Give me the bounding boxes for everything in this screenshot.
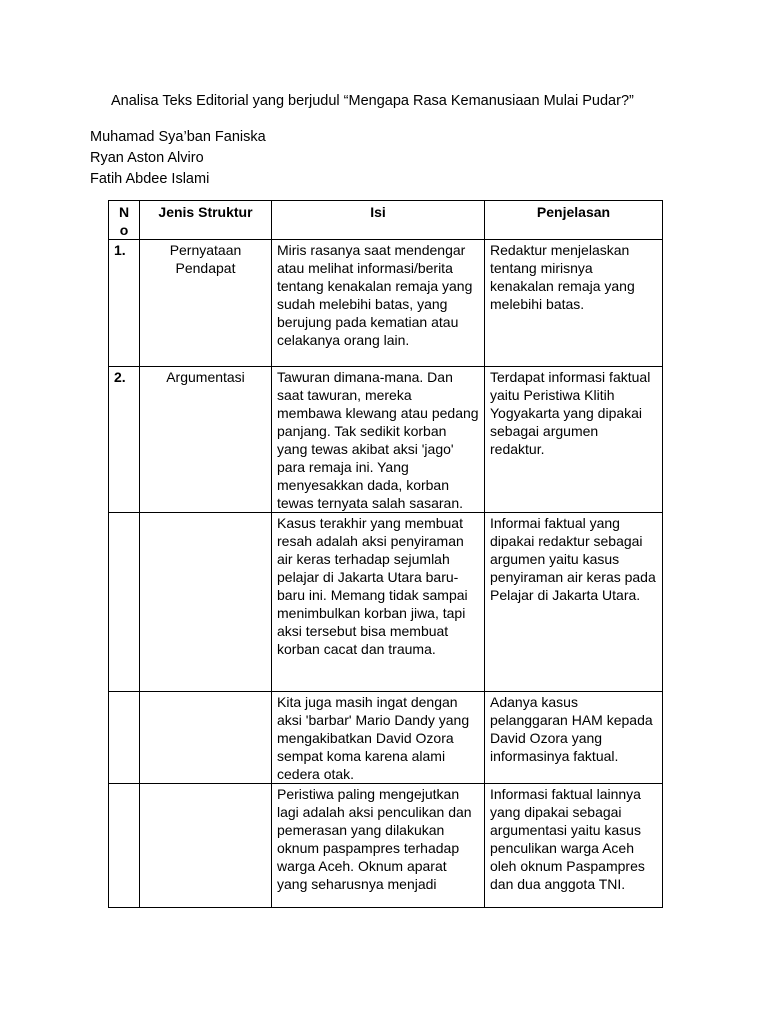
table-row [109,692,663,784]
author-list [90,127,266,190]
cell-isi: Miris rasanya saat mendengar atau melihat informasi/berita tentang kenakalan remaja yang sudah melebihi batas, yang berujung pada kematian atau celakanya orang lain. [272,240,485,367]
table-row [109,513,663,692]
table-row [109,240,663,367]
cell-penjelasan: Redaktur menjelaskan tentang mirisnya kenakalan remaja yang melebihi batas. [485,240,663,367]
cell-penjelasan: Informai faktual yang dipakai redaktur sebagai argumen yaitu kasus penyiraman air keras pada Pelajar di Jakarta Utara. [485,513,663,692]
editorial-structure-table [108,200,663,908]
cell-no [109,513,140,692]
cell-isi: Kita juga masih ingat dengan aksi 'barbar' Mario Dandy yang mengakibatkan David Ozora sempat koma karena alami cedera otak. [272,692,485,784]
cell-jenis-struktur [140,692,272,784]
cell-jenis-struktur [140,513,272,692]
column-header-jenis-struktur: Jenis Struktur [140,201,272,240]
cell-no [109,784,140,908]
author-name: Fatih Abdee Islami [90,171,210,187]
cell-no: 1. [109,240,140,367]
table-header-row [109,201,663,240]
cell-isi: Peristiwa paling mengejutkan lagi adalah aksi penculikan dan pemerasan yang dilakukan oknum paspampres terhadap warga Aceh. Oknum aparat yang seharusnya menjadi [272,784,485,908]
column-header-penjelasan: Penjelasan [485,201,663,240]
cell-penjelasan: Informasi faktual lainnya yang dipakai sebagai argumentasi yaitu kasus penculikan warga Aceh oleh oknum Paspampres dan dua anggota TNI. [485,784,663,908]
document-title: Analisa Teks Editorial yang berjudul “Mengapa Rasa Kemanusiaan Mulai Pudar?” [111,93,634,109]
author-name: Muhamad Sya’ban Faniska [90,129,266,145]
cell-isi: Kasus terakhir yang membuat resah adalah aksi penyiraman air keras terhadap sejumlah pelajar di Jakarta Utara baru-baru ini. Memang tidak sampai menimbulkan korban jiwa, tapi aksi tersebut bisa membuat korban cacat dan trauma. [272,513,485,692]
cell-penjelasan: Adanya kasus pelanggaran HAM kepada David Ozora yang informasinya faktual. [485,692,663,784]
table-row [109,784,663,908]
column-header-no: No [109,201,140,240]
cell-jenis-struktur: Pernyataan Pendapat [140,240,272,367]
cell-jenis-struktur: Argumentasi [140,367,272,513]
cell-jenis-struktur [140,784,272,908]
column-header-isi: Isi [272,201,485,240]
cell-no [109,692,140,784]
cell-isi: Tawuran dimana-mana. Dan saat tawuran, mereka membawa klewang atau pedang panjang. Tak sedikit korban yang tewas akibat aksi 'jago' para remaja ini. Yang menyesakkan dada, korban tewas ternyata salah sasaran. [272,367,485,513]
cell-no: 2. [109,367,140,513]
cell-penjelasan: Terdapat informasi faktual yaitu Peristiwa Klitih Yogyakarta yang dipakai sebagai argumen redaktur. [485,367,663,513]
table-row [109,367,663,513]
author-name: Ryan Aston Alviro [90,150,204,166]
